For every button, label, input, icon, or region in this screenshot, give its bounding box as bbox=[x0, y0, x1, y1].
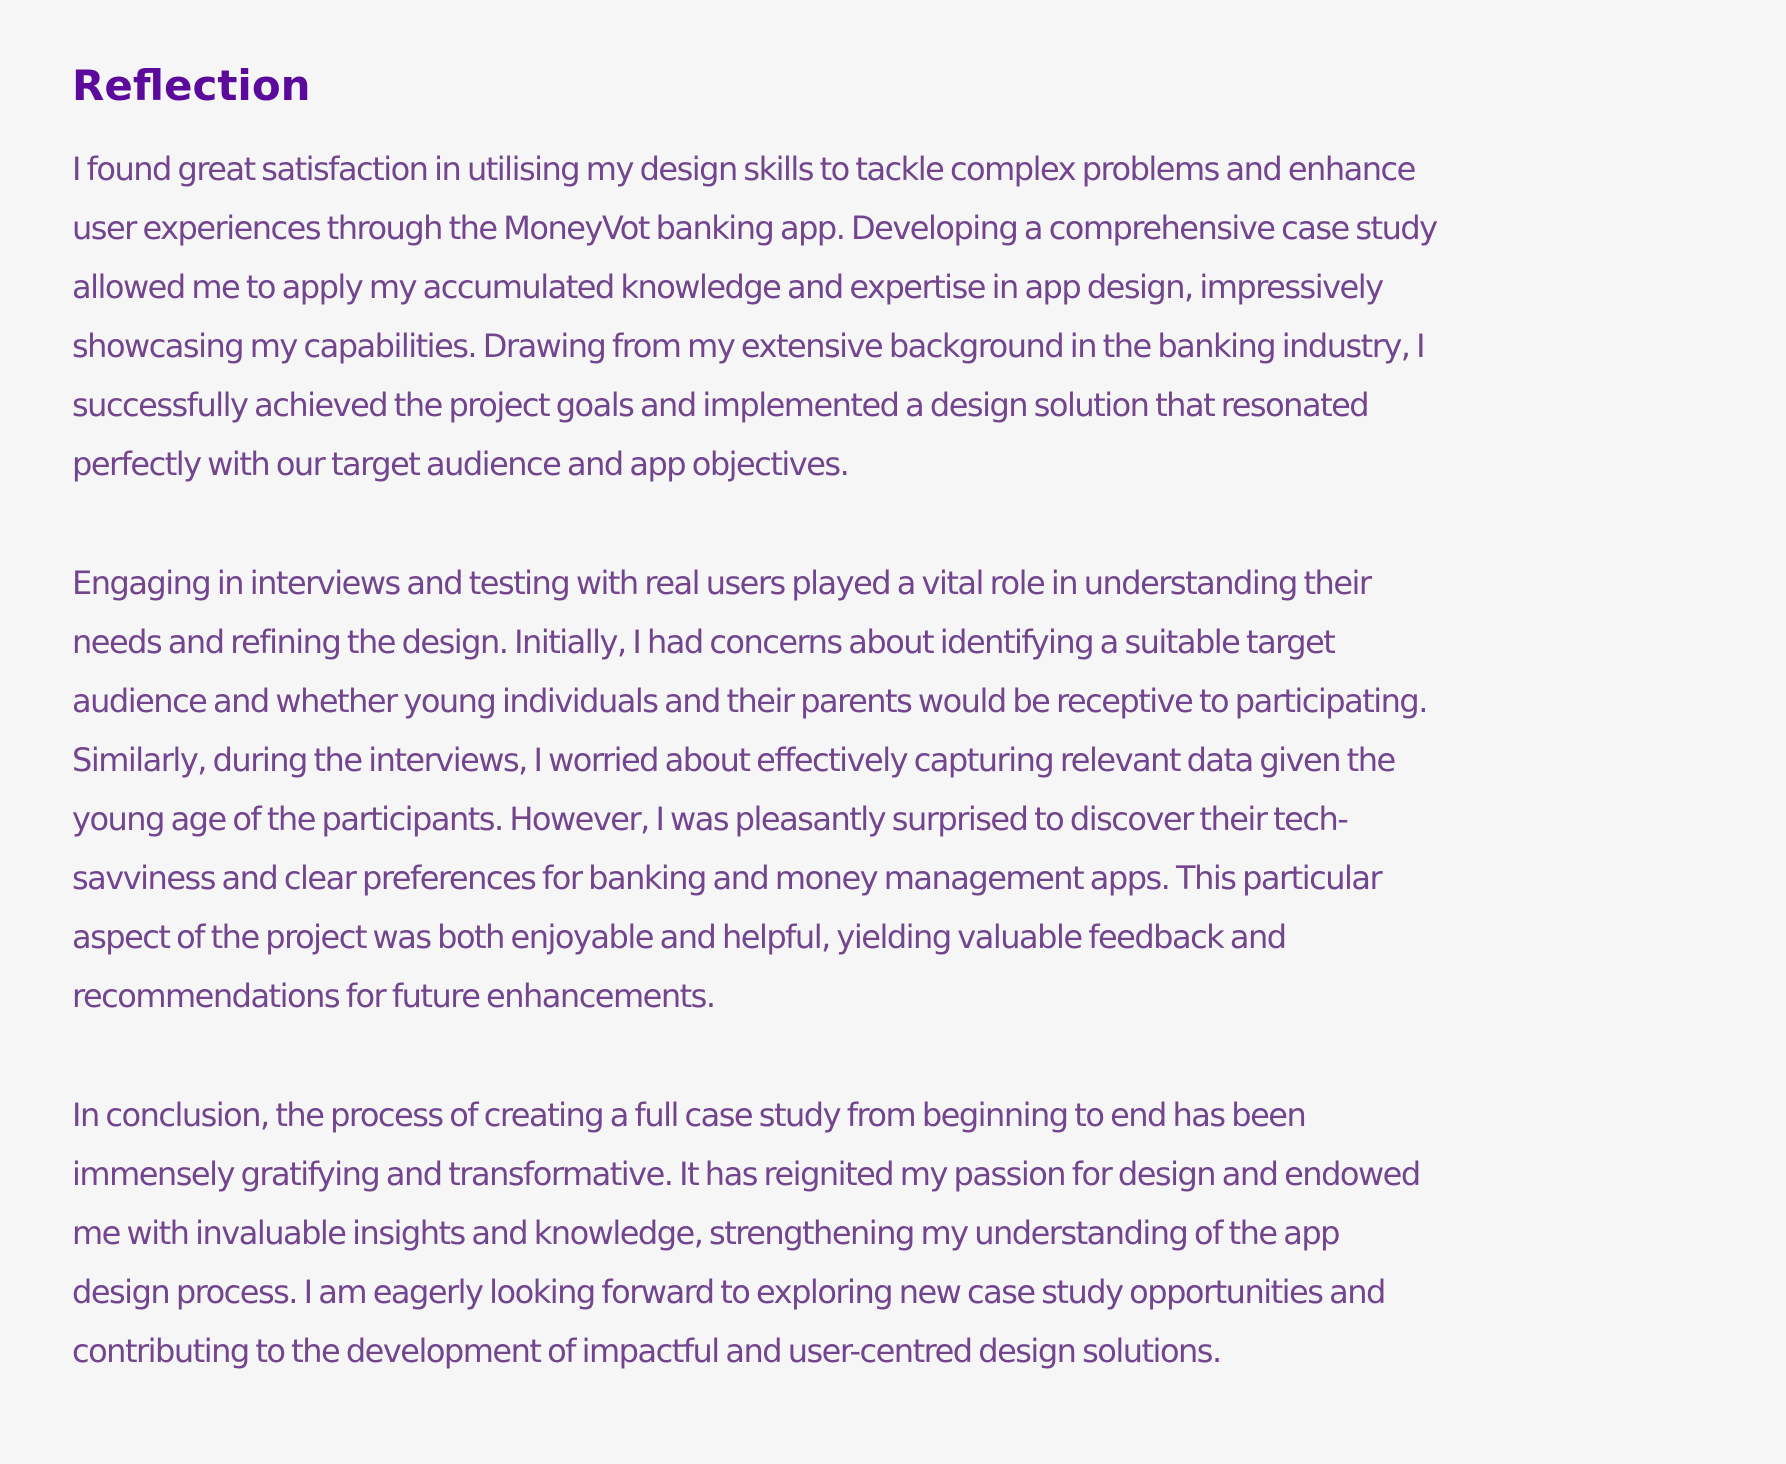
paragraph-line: Engaging in interviews and testing with real users played a vital role in understanding their bbox=[72, 564, 1371, 602]
paragraph-line: aspect of the project was both enjoyable and helpful, yielding valuable feedback and bbox=[72, 918, 1286, 956]
paragraph-satisfaction bbox=[72, 140, 1732, 494]
paragraph-line: allowed me to apply my accumulated knowledge and expertise in app design, impressively bbox=[72, 268, 1383, 306]
paragraph-line: In conclusion, the process of creating a full case study from beginning to end has been bbox=[72, 1096, 1306, 1134]
paragraph-conclusion bbox=[72, 1086, 1732, 1381]
paragraph-line: successfully achieved the project goals and implemented a design solution that resonated bbox=[72, 386, 1369, 424]
paragraph-line: showcasing my capabilities. Drawing from my extensive background in the banking industry, I bbox=[72, 327, 1425, 365]
reflection-section bbox=[72, 58, 1732, 1381]
paragraph-line: immensely gratifying and transformative. It has reignited my passion for design and endowed bbox=[72, 1155, 1420, 1193]
paragraph-line: I found great satisfaction in utilising my design skills to tackle complex problems and enhance bbox=[72, 150, 1415, 188]
paragraph-line: audience and whether young individuals and their parents would be receptive to participating. bbox=[72, 682, 1427, 720]
paragraph-line: me with invaluable insights and knowledge, strengthening my understanding of the app bbox=[72, 1214, 1339, 1252]
paragraph-line: Similarly, during the interviews, I worried about effectively capturing relevant data given the bbox=[72, 741, 1395, 779]
paragraph-line: perfectly with our target audience and app objectives. bbox=[72, 445, 849, 483]
paragraph-line: needs and refining the design. Initially, I had concerns about identifying a suitable target bbox=[72, 623, 1335, 661]
paragraph-user-research bbox=[72, 554, 1732, 1026]
paragraph-line: savviness and clear preferences for banking and money management apps. This particular bbox=[72, 859, 1382, 897]
paragraph-line: recommendations for future enhancements. bbox=[72, 977, 715, 1015]
paragraph-line: user experiences through the MoneyVot banking app. Developing a comprehensive case study bbox=[72, 209, 1437, 247]
paragraph-line: contributing to the development of impactful and user-centred design solutions. bbox=[72, 1332, 1221, 1370]
paragraph-line: young age of the participants. However, I was pleasantly surprised to discover their tech- bbox=[72, 800, 1348, 838]
section-title: Reflection bbox=[72, 61, 311, 110]
paragraph-line: design process. I am eagerly looking forward to exploring new case study opportunities and bbox=[72, 1273, 1385, 1311]
